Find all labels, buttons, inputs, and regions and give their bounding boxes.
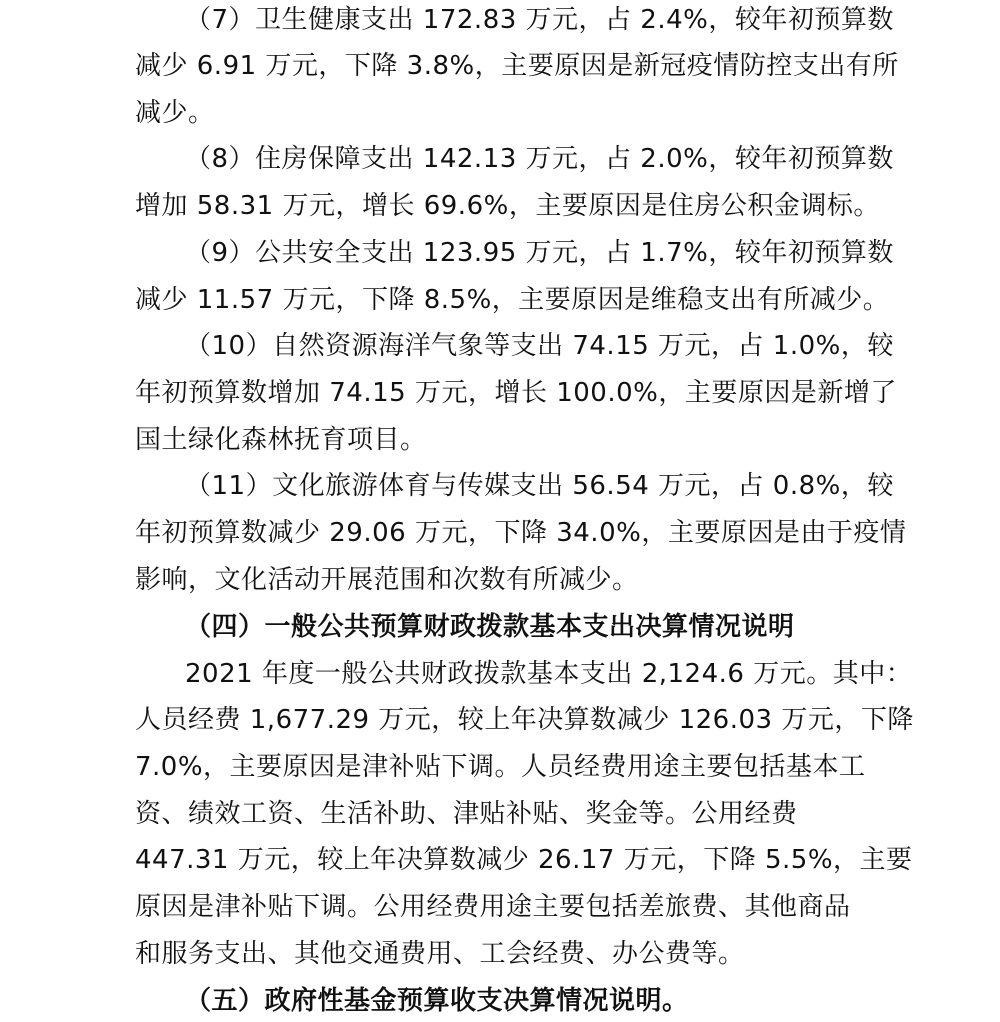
paragraph-line: 2021 年度一般公共财政拨款基本支出 2,124.6 万元。其中： bbox=[185, 659, 913, 689]
paragraph-line: 减少 6.91 万元，下降 3.8%，主要原因是新冠疫情防控支出有所 bbox=[135, 51, 899, 81]
paragraph-line: 减少。 bbox=[135, 98, 215, 128]
paragraph-line: 国土绿化森林抚育项目。 bbox=[135, 425, 427, 455]
paragraph-line: （11）文化旅游体育与传媒支出 56.54 万元，占 0.8%，较 bbox=[185, 471, 894, 501]
paragraph-line: 人员经费 1,677.29 万元，较上年决算数减少 126.03 万元，下降 bbox=[135, 705, 914, 735]
section-heading: （四）一般公共预算财政拨款基本支出决算情况说明 bbox=[185, 612, 795, 642]
paragraph-line: （10）自然资源海洋气象等支出 74.15 万元，占 1.0%，较 bbox=[185, 331, 894, 361]
paragraph-line: 和服务支出、其他交通费用、工会经费、办公费等。 bbox=[135, 939, 745, 969]
paragraph-line: 资、绩效工资、生活补助、津贴补贴、奖金等。公用经费 bbox=[135, 799, 798, 829]
paragraph-line: 447.31 万元，较上年决算数减少 26.17 万元，下降 5.5%，主要 bbox=[135, 845, 913, 875]
paragraph-line: 年初预算数减少 29.06 万元，下降 34.0%，主要原因是由于疫情 bbox=[135, 518, 907, 548]
paragraph-line: （9）公共安全支出 123.95 万元，占 1.7%，较年初预算数 bbox=[185, 238, 894, 268]
paragraph-line: 减少 11.57 万元，下降 8.5%，主要原因是维稳支出有所减少。 bbox=[135, 285, 890, 315]
paragraph-line: 原因是津补贴下调。公用经费用途主要包括差旅费、其他商品 bbox=[135, 892, 851, 922]
paragraph-line: （7）卫生健康支出 172.83 万元，占 2.4%，较年初预算数 bbox=[185, 5, 894, 35]
paragraph-line: 增加 58.31 万元，增长 69.6%，主要原因是住房公积金调标。 bbox=[135, 191, 880, 221]
section-heading: （五）政府性基金预算收支决算情况说明。 bbox=[185, 986, 689, 1016]
paragraph-line: 年初预算数增加 74.15 万元，增长 100.0%，主要原因是新增了 bbox=[135, 378, 897, 408]
paragraph-line: 影响，文化活动开展范围和次数有所减少。 bbox=[135, 565, 639, 595]
paragraph-line: 7.0%，主要原因是津补贴下调。人员经费用途主要包括基本工 bbox=[135, 752, 866, 782]
paragraph-line: （8）住房保障支出 142.13 万元，占 2.0%，较年初预算数 bbox=[185, 144, 894, 174]
